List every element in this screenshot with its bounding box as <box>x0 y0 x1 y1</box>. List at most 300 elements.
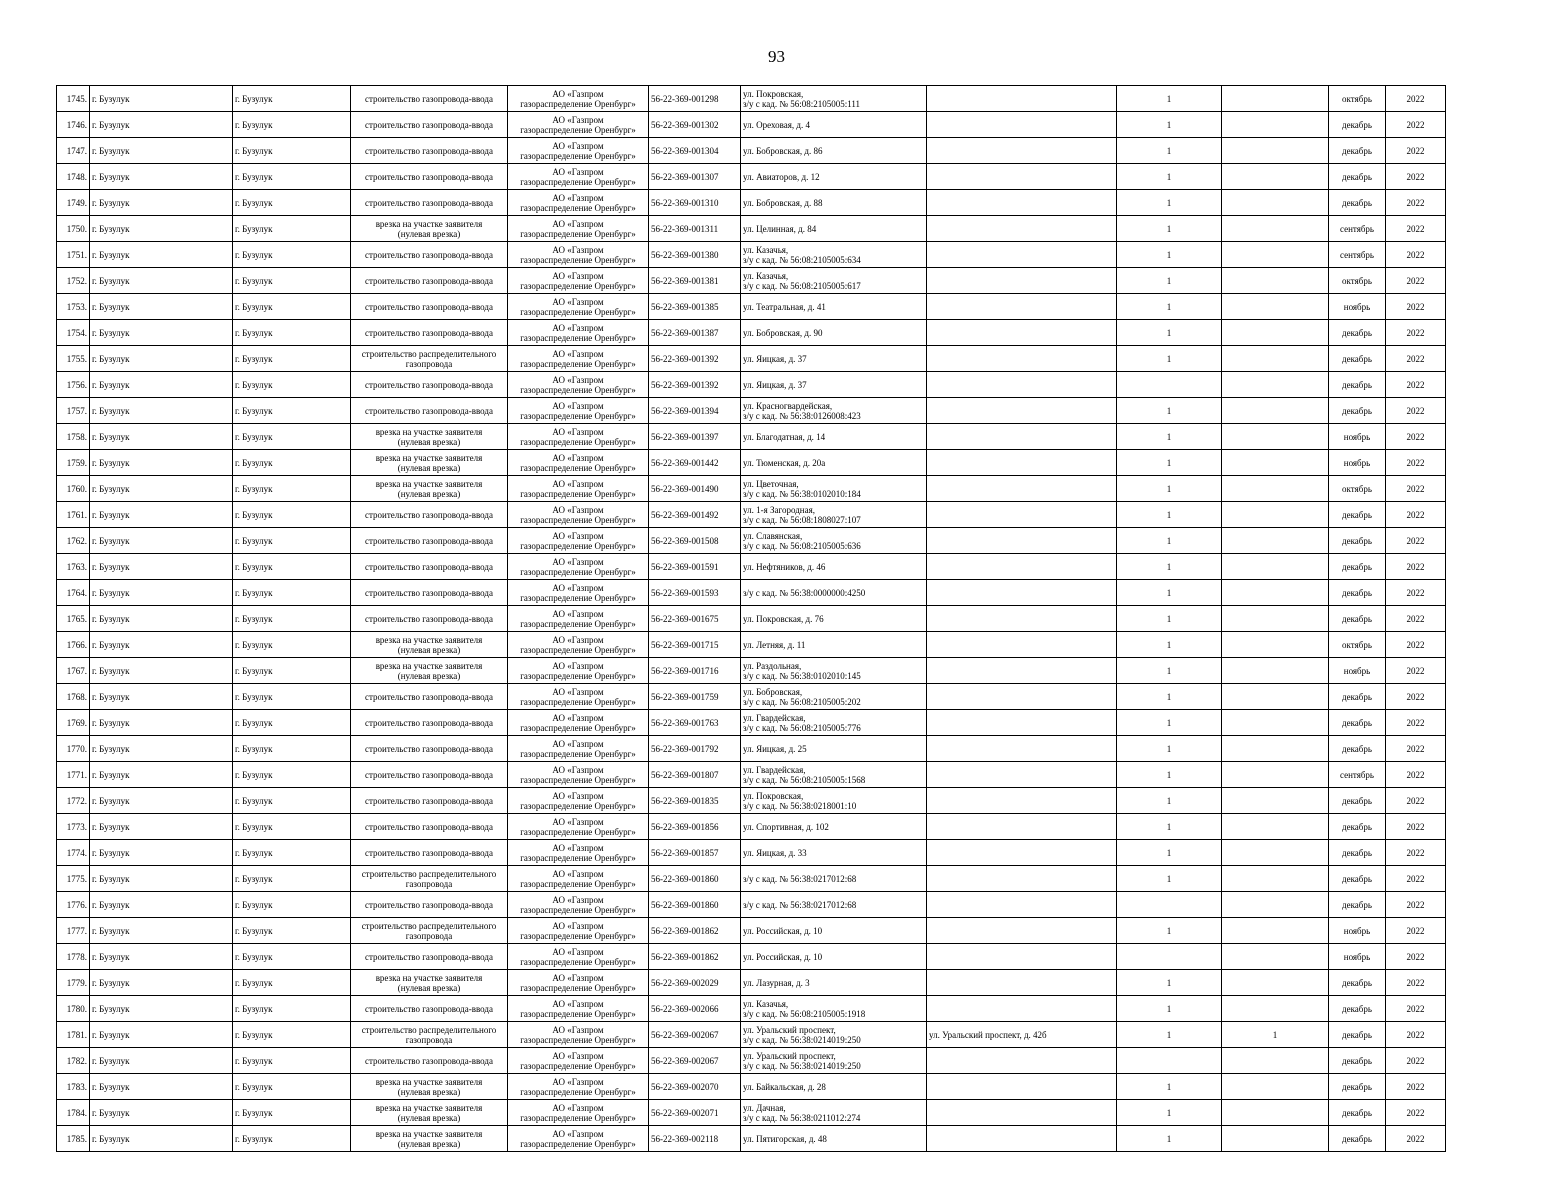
table-row <box>57 684 1446 710</box>
quantity-cell: 1 <box>1117 658 1222 684</box>
application-code-cell: 56-22-369-001385 <box>649 294 741 320</box>
application-code-cell: 56-22-369-001492 <box>649 502 741 528</box>
application-code-cell: 56-22-369-001392 <box>649 346 741 372</box>
organization-cell <box>508 502 649 528</box>
year-cell: 2022 <box>1386 528 1446 554</box>
district-cell: г. Бузулук <box>233 1100 351 1126</box>
organization-cell-line: АО «Газпром <box>552 764 604 775</box>
month-cell: октябрь <box>1329 476 1386 502</box>
application-code-cell: 56-22-369-001593 <box>649 580 741 606</box>
work-type-cell-line: строительство газопровода-ввода <box>365 379 493 390</box>
application-code-cell: 56-22-369-001591 <box>649 554 741 580</box>
table-row <box>57 476 1446 502</box>
district-cell: г. Бузулук <box>233 554 351 580</box>
application-code-cell: 56-22-369-001856 <box>649 814 741 840</box>
work-type-cell <box>351 320 508 346</box>
application-code-cell: 56-22-369-002067 <box>649 1022 741 1048</box>
organization-cell-line: газораспределение Оренбург» <box>520 514 636 525</box>
year-cell: 2022 <box>1386 138 1446 164</box>
address-cell-line: ул. Российская, д. 10 <box>743 951 823 962</box>
note-cell <box>927 840 1117 866</box>
address-cell <box>741 736 927 762</box>
address-cell-line: з/у с кад. № 56:38:0217012:68 <box>743 899 857 910</box>
work-type-cell <box>351 996 508 1022</box>
application-code-cell: 56-22-369-001862 <box>649 944 741 970</box>
month-cell: декабрь <box>1329 1074 1386 1100</box>
district-cell: г. Бузулук <box>233 424 351 450</box>
address-cell-line: з/у с кад. № 56:38:0126008:423 <box>743 410 861 421</box>
settlement-cell: г. Бузулук <box>90 164 233 190</box>
work-type-cell-line: газопровода <box>405 930 453 941</box>
quantity-cell: 1 <box>1117 918 1222 944</box>
work-type-cell-line: строительство газопровода-ввода <box>365 171 493 182</box>
quantity-extra-cell <box>1222 294 1329 320</box>
organization-cell <box>508 866 649 892</box>
application-code-cell: 56-22-369-001392 <box>649 372 741 398</box>
work-type-cell <box>351 294 508 320</box>
district-cell: г. Бузулук <box>233 372 351 398</box>
table-row <box>57 86 1446 112</box>
year-cell: 2022 <box>1386 996 1446 1022</box>
organization-cell-line: АО «Газпром <box>552 426 604 437</box>
address-cell-line: ул. Яицкая, д. 33 <box>743 847 807 858</box>
district-cell: г. Бузулук <box>233 450 351 476</box>
organization-cell <box>508 424 649 450</box>
row-number: 1745. <box>57 86 90 112</box>
address-cell <box>741 190 927 216</box>
work-type-cell-line: строительство газопровода-ввода <box>365 847 493 858</box>
row-number: 1781. <box>57 1022 90 1048</box>
quantity-extra-cell: 1 <box>1222 1022 1329 1048</box>
row-number: 1777. <box>57 918 90 944</box>
quantity-extra-cell <box>1222 814 1329 840</box>
quantity-extra-cell <box>1222 1048 1329 1074</box>
work-type-cell <box>351 580 508 606</box>
month-cell: декабрь <box>1329 892 1386 918</box>
month-cell: декабрь <box>1329 320 1386 346</box>
work-type-cell <box>351 918 508 944</box>
work-type-cell-line: (нулевая врезка) <box>397 644 461 655</box>
organization-cell <box>508 190 649 216</box>
district-cell: г. Бузулук <box>233 606 351 632</box>
year-cell: 2022 <box>1386 788 1446 814</box>
table-row <box>57 216 1446 242</box>
quantity-cell: 1 <box>1117 970 1222 996</box>
address-cell-line: ул. Уральский проспект, <box>743 1024 836 1035</box>
work-type-cell-line: врезка на участке заявителя <box>375 972 483 983</box>
address-cell-line: ул. Гвардейская, <box>743 712 806 723</box>
quantity-extra-cell <box>1222 1074 1329 1100</box>
address-cell <box>741 346 927 372</box>
district-cell: г. Бузулук <box>233 476 351 502</box>
address-cell-line: з/у с кад. № 56:08:2105005:111 <box>743 98 861 109</box>
quantity-cell: 1 <box>1117 86 1222 112</box>
row-number: 1762. <box>57 528 90 554</box>
organization-cell-line: газораспределение Оренбург» <box>520 98 636 109</box>
quantity-cell: 1 <box>1117 164 1222 190</box>
work-type-cell-line: строительство газопровода-ввода <box>365 509 493 520</box>
address-cell <box>741 944 927 970</box>
row-number: 1774. <box>57 840 90 866</box>
work-type-cell-line: врезка на участке заявителя <box>375 478 483 489</box>
quantity-extra-cell <box>1222 346 1329 372</box>
table-row <box>57 892 1446 918</box>
address-cell <box>741 138 927 164</box>
organization-cell-line: газораспределение Оренбург» <box>520 982 636 993</box>
table-row <box>57 1022 1446 1048</box>
year-cell: 2022 <box>1386 450 1446 476</box>
organization-cell-line: АО «Газпром <box>552 790 604 801</box>
table-row <box>57 710 1446 736</box>
settlement-cell: г. Бузулук <box>90 892 233 918</box>
work-type-cell-line: врезка на участке заявителя <box>375 426 483 437</box>
settlement-cell: г. Бузулук <box>90 632 233 658</box>
address-cell <box>741 580 927 606</box>
table-row <box>57 268 1446 294</box>
address-cell <box>741 528 927 554</box>
organization-cell-line: АО «Газпром <box>552 634 604 645</box>
work-type-cell-line: врезка на участке заявителя <box>375 660 483 671</box>
quantity-extra-cell <box>1222 710 1329 736</box>
year-cell: 2022 <box>1386 970 1446 996</box>
organization-cell-line: газораспределение Оренбург» <box>520 358 636 369</box>
organization-cell-line: АО «Газпром <box>552 738 604 749</box>
organization-cell <box>508 86 649 112</box>
address-cell-line: з/у с кад. № 56:08:2105005:1918 <box>743 1008 866 1019</box>
row-number: 1772. <box>57 788 90 814</box>
quantity-cell: 1 <box>1117 242 1222 268</box>
organization-cell-line: газораспределение Оренбург» <box>520 644 636 655</box>
settlement-cell: г. Бузулук <box>90 580 233 606</box>
note-cell: ул. Уральский проспект, д. 42б <box>927 1022 1117 1048</box>
settlement-cell: г. Бузулук <box>90 372 233 398</box>
address-cell-line: ул. Дачная, <box>743 1102 786 1113</box>
month-cell: декабрь <box>1329 528 1386 554</box>
row-number: 1783. <box>57 1074 90 1100</box>
settlement-cell: г. Бузулук <box>90 424 233 450</box>
organization-cell-line: газораспределение Оренбург» <box>520 1086 636 1097</box>
note-cell <box>927 788 1117 814</box>
note-cell <box>927 164 1117 190</box>
year-cell: 2022 <box>1386 268 1446 294</box>
year-cell: 2022 <box>1386 736 1446 762</box>
district-cell: г. Бузулук <box>233 944 351 970</box>
work-type-cell <box>351 762 508 788</box>
quantity-cell: 1 <box>1117 736 1222 762</box>
month-cell: декабрь <box>1329 970 1386 996</box>
organization-cell-line: АО «Газпром <box>552 1128 604 1139</box>
table-row <box>57 190 1446 216</box>
district-cell: г. Бузулук <box>233 814 351 840</box>
work-type-cell-line: врезка на участке заявителя <box>375 1076 483 1087</box>
year-cell: 2022 <box>1386 294 1446 320</box>
organization-cell <box>508 892 649 918</box>
month-cell: сентябрь <box>1329 242 1386 268</box>
year-cell: 2022 <box>1386 632 1446 658</box>
organization-cell <box>508 1126 649 1152</box>
organization-cell <box>508 918 649 944</box>
quantity-cell: 1 <box>1117 788 1222 814</box>
organization-cell <box>508 788 649 814</box>
organization-cell-line: АО «Газпром <box>552 244 604 255</box>
address-cell <box>741 814 927 840</box>
address-cell <box>741 320 927 346</box>
organization-cell-line: газораспределение Оренбург» <box>520 306 636 317</box>
organization-cell <box>508 632 649 658</box>
organization-cell-line: газораспределение Оренбург» <box>520 618 636 629</box>
row-number: 1748. <box>57 164 90 190</box>
district-cell: г. Бузулук <box>233 86 351 112</box>
work-type-cell-line: строительство газопровода-ввода <box>365 613 493 624</box>
month-cell: ноябрь <box>1329 918 1386 944</box>
work-type-cell-line: (нулевая врезка) <box>397 462 461 473</box>
organization-cell <box>508 164 649 190</box>
quantity-extra-cell <box>1222 398 1329 424</box>
address-cell-line: ул. Яицкая, д. 37 <box>743 379 807 390</box>
organization-cell-line: газораспределение Оренбург» <box>520 1138 636 1149</box>
settlement-cell: г. Бузулук <box>90 1126 233 1152</box>
work-type-cell <box>351 892 508 918</box>
quantity-extra-cell <box>1222 892 1329 918</box>
month-cell: декабрь <box>1329 840 1386 866</box>
work-type-cell-line: строительство газопровода-ввода <box>365 951 493 962</box>
organization-cell-line: газораспределение Оренбург» <box>520 852 636 863</box>
table-row <box>57 346 1446 372</box>
organization-cell-line: газораспределение Оренбург» <box>520 670 636 681</box>
organization-cell <box>508 554 649 580</box>
month-cell: декабрь <box>1329 736 1386 762</box>
row-number: 1770. <box>57 736 90 762</box>
year-cell: 2022 <box>1386 918 1446 944</box>
address-cell-line: ул. Спортивная, д. 102 <box>743 821 829 832</box>
application-code-cell: 56-22-369-002066 <box>649 996 741 1022</box>
year-cell: 2022 <box>1386 1074 1446 1100</box>
row-number: 1761. <box>57 502 90 528</box>
application-code-cell: 56-22-369-001302 <box>649 112 741 138</box>
organization-cell <box>508 346 649 372</box>
table-row <box>57 736 1446 762</box>
settlement-cell: г. Бузулук <box>90 86 233 112</box>
address-cell <box>741 684 927 710</box>
note-cell <box>927 372 1117 398</box>
address-cell-line: ул. Казачья, <box>743 270 789 281</box>
organization-cell-line: АО «Газпром <box>552 660 604 671</box>
work-type-cell-line: строительство газопровода-ввода <box>365 197 493 208</box>
organization-cell-line: АО «Газпром <box>552 192 604 203</box>
district-cell: г. Бузулук <box>233 398 351 424</box>
note-cell <box>927 632 1117 658</box>
settlement-cell: г. Бузулук <box>90 970 233 996</box>
quantity-cell: 1 <box>1117 112 1222 138</box>
address-cell <box>741 892 927 918</box>
organization-cell-line: газораспределение Оренбург» <box>520 202 636 213</box>
quantity-extra-cell <box>1222 554 1329 580</box>
organization-cell <box>508 398 649 424</box>
year-cell: 2022 <box>1386 86 1446 112</box>
month-cell: ноябрь <box>1329 944 1386 970</box>
application-code-cell: 56-22-369-002071 <box>649 1100 741 1126</box>
organization-cell <box>508 476 649 502</box>
row-number: 1768. <box>57 684 90 710</box>
quantity-extra-cell <box>1222 1100 1329 1126</box>
quantity-extra-cell <box>1222 1126 1329 1152</box>
address-cell-line: з/у с кад. № 56:38:0214019:250 <box>743 1060 861 1071</box>
row-number: 1785. <box>57 1126 90 1152</box>
work-type-cell <box>351 684 508 710</box>
note-cell <box>927 268 1117 294</box>
year-cell: 2022 <box>1386 554 1446 580</box>
organization-cell-line: газораспределение Оренбург» <box>520 722 636 733</box>
row-number: 1758. <box>57 424 90 450</box>
address-cell <box>741 970 927 996</box>
work-type-cell-line: врезка на участке заявителя <box>375 1102 483 1113</box>
organization-cell-line: АО «Газпром <box>552 712 604 723</box>
organization-cell-line: газораспределение Оренбург» <box>520 1060 636 1071</box>
work-type-cell <box>351 866 508 892</box>
work-type-cell <box>351 86 508 112</box>
district-cell: г. Бузулук <box>233 632 351 658</box>
quantity-cell: 1 <box>1117 398 1222 424</box>
application-code-cell: 56-22-369-001792 <box>649 736 741 762</box>
work-type-cell-line: строительство газопровода-ввода <box>365 899 493 910</box>
work-type-cell <box>351 242 508 268</box>
year-cell: 2022 <box>1386 502 1446 528</box>
quantity-extra-cell <box>1222 606 1329 632</box>
organization-cell <box>508 580 649 606</box>
note-cell <box>927 684 1117 710</box>
organization-cell <box>508 450 649 476</box>
organization-cell-line: газораспределение Оренбург» <box>520 1112 636 1123</box>
quantity-cell: 1 <box>1117 684 1222 710</box>
quantity-extra-cell <box>1222 450 1329 476</box>
row-number: 1778. <box>57 944 90 970</box>
organization-cell <box>508 268 649 294</box>
quantity-cell <box>1117 372 1222 398</box>
quantity-extra-cell <box>1222 424 1329 450</box>
address-cell-line: з/у с кад. № 56:08:2105005:1568 <box>743 774 866 785</box>
year-cell: 2022 <box>1386 866 1446 892</box>
settlement-cell: г. Бузулук <box>90 1100 233 1126</box>
organization-cell-line: АО «Газпром <box>552 140 604 151</box>
quantity-cell: 1 <box>1117 866 1222 892</box>
address-cell-line: ул. 1-я Загородная, <box>743 504 815 515</box>
year-cell: 2022 <box>1386 424 1446 450</box>
quantity-cell: 1 <box>1117 1126 1222 1152</box>
organization-cell-line: газораспределение Оренбург» <box>520 566 636 577</box>
quantity-cell: 1 <box>1117 190 1222 216</box>
address-cell <box>741 710 927 736</box>
address-cell <box>741 554 927 580</box>
application-code-cell: 56-22-369-001860 <box>649 892 741 918</box>
year-cell: 2022 <box>1386 814 1446 840</box>
quantity-cell: 1 <box>1117 450 1222 476</box>
note-cell <box>927 710 1117 736</box>
organization-cell <box>508 658 649 684</box>
work-type-cell <box>351 216 508 242</box>
note-cell <box>927 528 1117 554</box>
work-type-cell <box>351 1074 508 1100</box>
quantity-cell: 1 <box>1117 216 1222 242</box>
note-cell <box>927 866 1117 892</box>
organization-cell-line: газораспределение Оренбург» <box>520 280 636 291</box>
year-cell: 2022 <box>1386 1022 1446 1048</box>
work-type-cell <box>351 138 508 164</box>
address-cell-line: з/у с кад. № 56:38:0218001:10 <box>743 800 857 811</box>
table-row <box>57 840 1446 866</box>
application-code-cell: 56-22-369-001716 <box>649 658 741 684</box>
work-type-cell <box>351 632 508 658</box>
row-number: 1747. <box>57 138 90 164</box>
address-cell <box>741 398 927 424</box>
row-number: 1755. <box>57 346 90 372</box>
month-cell: декабрь <box>1329 138 1386 164</box>
year-cell: 2022 <box>1386 190 1446 216</box>
address-cell-line: ул. Казачья, <box>743 244 789 255</box>
organization-cell-line: АО «Газпром <box>552 556 604 567</box>
quantity-cell: 1 <box>1117 1100 1222 1126</box>
month-cell: декабрь <box>1329 606 1386 632</box>
district-cell: г. Бузулук <box>233 710 351 736</box>
work-type-cell-line: газопровода <box>405 1034 453 1045</box>
settlement-cell: г. Бузулук <box>90 138 233 164</box>
row-number: 1779. <box>57 970 90 996</box>
settlement-cell: г. Бузулук <box>90 398 233 424</box>
organization-cell-line: АО «Газпром <box>552 504 604 515</box>
note-cell <box>927 112 1117 138</box>
row-number: 1752. <box>57 268 90 294</box>
month-cell: ноябрь <box>1329 658 1386 684</box>
district-cell: г. Бузулук <box>233 294 351 320</box>
settlement-cell: г. Бузулук <box>90 528 233 554</box>
table-row <box>57 580 1446 606</box>
table-row <box>57 554 1446 580</box>
address-cell-line: ул. Яицкая, д. 37 <box>743 353 807 364</box>
year-cell: 2022 <box>1386 346 1446 372</box>
work-type-cell <box>351 1100 508 1126</box>
note-cell <box>927 736 1117 762</box>
organization-cell <box>508 528 649 554</box>
organization-cell-line: АО «Газпром <box>552 374 604 385</box>
month-cell: декабрь <box>1329 554 1386 580</box>
table-row <box>57 996 1446 1022</box>
month-cell: декабрь <box>1329 112 1386 138</box>
table-row <box>57 164 1446 190</box>
settlement-cell: г. Бузулук <box>90 476 233 502</box>
organization-cell-line: газораспределение Оренбург» <box>520 332 636 343</box>
address-cell <box>741 762 927 788</box>
settlement-cell: г. Бузулук <box>90 268 233 294</box>
year-cell: 2022 <box>1386 684 1446 710</box>
work-type-cell <box>351 528 508 554</box>
work-type-cell-line: (нулевая врезка) <box>397 1112 461 1123</box>
organization-cell-line: газораспределение Оренбург» <box>520 800 636 811</box>
row-number: 1769. <box>57 710 90 736</box>
work-type-cell-line: строительство газопровода-ввода <box>365 145 493 156</box>
work-type-cell <box>351 190 508 216</box>
row-number: 1775. <box>57 866 90 892</box>
organization-cell-line: газораспределение Оренбург» <box>520 384 636 395</box>
row-number: 1754. <box>57 320 90 346</box>
note-cell <box>927 294 1117 320</box>
address-cell <box>741 788 927 814</box>
settlement-cell: г. Бузулук <box>90 606 233 632</box>
application-code-cell: 56-22-369-001860 <box>649 866 741 892</box>
address-cell <box>741 632 927 658</box>
quantity-extra-cell <box>1222 502 1329 528</box>
row-number: 1753. <box>57 294 90 320</box>
table-body <box>57 86 1446 1152</box>
organization-cell-line: газораспределение Оренбург» <box>520 878 636 889</box>
